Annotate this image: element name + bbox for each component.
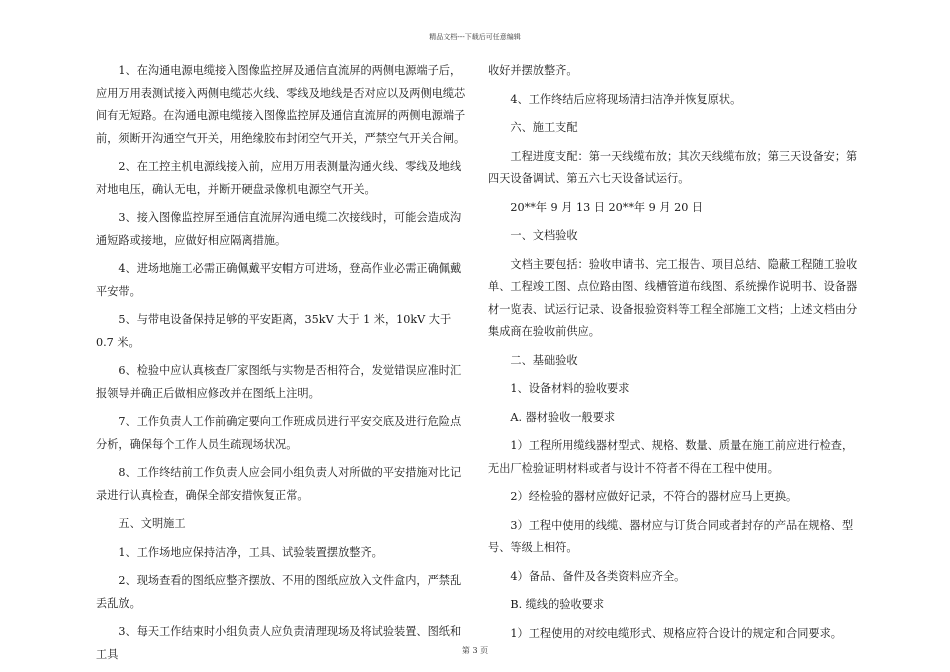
paragraph: 六、施工支配 bbox=[510, 121, 578, 134]
paragraph: 1）工程所用缆线器材型式、规格、数量、质量在施工前应进行检查，无出厂检验证明材料或者与设计不符者不得在工程中使用。 bbox=[488, 439, 854, 475]
paragraph: A. 器材验收一般要求 bbox=[510, 410, 616, 424]
paragraph: 收好并摆放整齐。 bbox=[488, 64, 578, 77]
paragraph: 3、接入图像监控屏至通信直流屏沟通电缆二次接线时，可能会造成沟通短路或接地，应做好相应隔离措施。 bbox=[96, 211, 462, 247]
paragraph: 一、文档验收 bbox=[510, 229, 578, 242]
paragraph: 1、设备材料的验收要求 bbox=[510, 382, 630, 395]
paragraph: 工程进度支配：第一天线缆布放；其次天线缆布放；第三天设备安；第四天设备调试、第五六七天设备试运行。 bbox=[488, 149, 858, 185]
paragraph: 2、现场查看的图纸应整齐摆放、不用的图纸应放入文件盒内，严禁乱丢乱放。 bbox=[96, 574, 462, 610]
paragraph: 1、工作场地应保持洁净，工具、试验装置摆放整齐。 bbox=[118, 545, 383, 559]
paragraph: 4、进场地施工必需正确佩戴平安帽方可进场，登高作业必需正确佩戴平安带。 bbox=[96, 262, 462, 298]
paragraph: 五、文明施工 bbox=[118, 517, 186, 530]
paragraph: 1）工程使用的对绞电缆形式、规格应符合设计的规定和合同要求。 bbox=[510, 626, 842, 640]
page-header: 精品文档---下载后可任意编辑 bbox=[429, 33, 521, 41]
paragraph: 2、在工控主机电源线接入前，应用万用表测量沟通火线、零线及地线对地电压，确认无电，并断开硬盘录像机电源空气开关。 bbox=[96, 160, 462, 196]
paragraph: 6、检验中应认真核查厂家图纸与实物是否相符合，发觉错误应准时汇报领导并确正后做相应修改并在图纸上注明。 bbox=[96, 364, 462, 400]
left-column bbox=[96, 60, 468, 672]
paragraph: 3）工程中使用的线缆、器材应与订货合同或者封存的产品在规格、型号、等级上相符。 bbox=[488, 518, 854, 554]
paragraph: 文档主要包括：验收申请书、完工报告、项目总结、隐蔽工程随工验收单、工程竣工图、点位路由图、线槽管道布线图、系统操作说明书、设备器材一览表、试运行记录、设备报验资料等工程全部施工文档；上述文档由分集成商在验收前供应。 bbox=[488, 257, 858, 338]
paragraph: 3、每天工作结束时小组负责人应负责清理现场及将试验装置、图纸和工具 bbox=[96, 625, 462, 661]
paragraph: 4、工作终结后应将现场清扫洁净并恢复原状。 bbox=[510, 92, 742, 106]
paragraph: 4）备品、备件及各类资料应齐全。 bbox=[510, 569, 686, 583]
paragraph: 8、工作终结前工作负责人应会同小组负责人对所做的平安措施对比记录进行认真检查，确保全部安措恢复正常。 bbox=[96, 466, 462, 502]
paragraph: 20**年 9 月 13 日 20**年 9 月 20 日 bbox=[510, 200, 704, 214]
page-number: 第 3 页 bbox=[461, 646, 489, 655]
paragraph: 7、工作负责人工作前确定要向工作班成员进行平安交底及进行危险点分析，确保每个工作人员生疏现场状况。 bbox=[96, 415, 462, 451]
right-column bbox=[488, 60, 860, 651]
paragraph: 2）经检验的器材应做好记录，不符合的器材应马上更换。 bbox=[510, 490, 798, 503]
paragraph: B. 缆线的验收要求 bbox=[510, 598, 605, 611]
paragraph: 二、基础验收 bbox=[510, 353, 578, 367]
paragraph: 5、与带电设备保持足够的平安距离，35kV 大于 1 米，10kV 大于 0.7 米。 bbox=[96, 313, 452, 349]
paragraph: 1、在沟通电源电缆接入图像监控屏及通信直流屏的两侧电源端子后，应用万用表测试接入两侧电缆芯火线、零线及地线是否对应以及两侧电缆芯间有无短路。在沟通电源电缆接入图像监控屏及通信直流屏的两侧电源端子前，须断开沟通空气开关，用绝缘胶布封闭空气开关，严禁空气开关合闸。 bbox=[96, 64, 466, 145]
